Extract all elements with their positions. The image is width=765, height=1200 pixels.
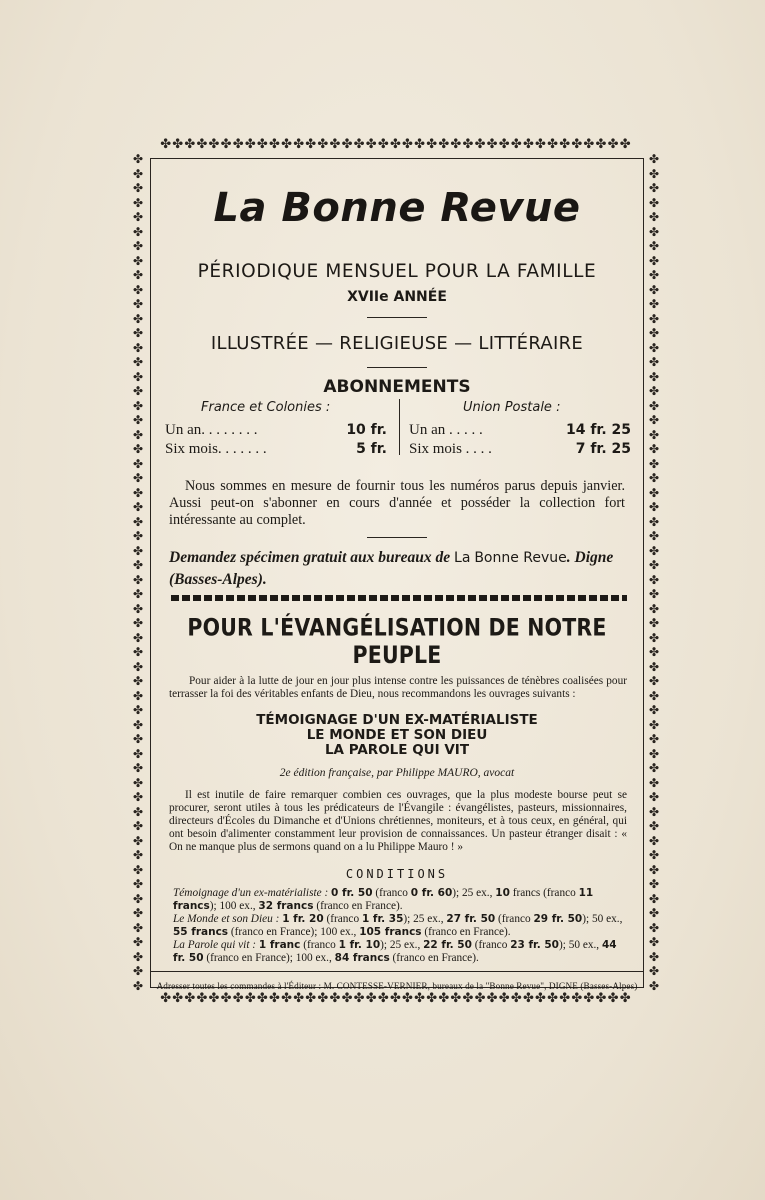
magazine-title: La Bonne Revue [213, 185, 581, 231]
price-label: Un an. . . . . . . . [165, 422, 258, 438]
condition-item-temoignage [173, 887, 627, 912]
condition-text: ); 25 ex., [403, 913, 444, 925]
condition-text: (franco en France); 100 ex., [206, 951, 332, 964]
condition-text: (franco en France). [424, 925, 511, 938]
subscriptions-heading: ABONNEMENTS [323, 377, 471, 397]
ornament-border-bottom: ✤✤✤✤✤✤✤✤✤✤✤✤✤✤✤✤✤✤✤✤✤✤✤✤✤✤✤✤✤✤✤✤✤✤✤✤✤✤✤ [160, 992, 632, 1006]
condition-text: ); 25 ex., [380, 939, 421, 951]
condition-price: 10 [495, 887, 510, 899]
price-row-union-year [409, 422, 631, 439]
condition-price: 32 francs [258, 899, 314, 912]
specimen-request [169, 547, 629, 590]
condition-price: 1 fr. 20 [282, 913, 324, 925]
specimen-name-part: Bonne Revue [474, 550, 567, 566]
divider-rule [367, 317, 427, 318]
volume-year: XVIIe ANNÉE [347, 289, 447, 305]
price-row-france-six-months [165, 441, 387, 458]
condition-price: 22 fr. 50 [423, 939, 472, 951]
divider-rule [367, 367, 427, 368]
book-title: LA PAROLE QUI VIT [324, 742, 470, 758]
specimen-address: . Digne (Basses-Alpes). [169, 549, 614, 588]
ornament-border-right: ✤✤✤✤✤✤✤✤✤✤✤✤✤✤✤✤✤✤✤✤✤✤✤✤✤✤✤✤✤✤✤✤✤✤✤✤✤✤✤✤✤✤✤✤✤✤✤✤✤✤✤✤✤✤✤✤✤✤ [648, 152, 660, 992]
condition-price: 0 fr. 60 [410, 887, 453, 899]
condition-price: 11 francs [173, 887, 594, 912]
price-value: 14 fr. 25 [565, 422, 631, 438]
price-row-union-six-months [409, 441, 631, 458]
condition-item-monde [173, 913, 627, 938]
condition-item-parole [173, 939, 627, 964]
evangelisation-heading: POUR L'ÉVANGÉLISATION DE NOTRE PEUPLE [187, 613, 607, 669]
condition-text: (franco [474, 939, 508, 951]
periodical-subtitle: PÉRIODIQUE MENSUEL POUR LA FAMILLE [197, 261, 597, 282]
ornamental-frame [130, 138, 662, 1006]
union-postale-header: Union Postale : [463, 400, 561, 415]
condition-price: 1 fr. 35 [361, 913, 404, 925]
block-divider [171, 595, 627, 601]
advert-panel [150, 158, 644, 991]
address-divider [151, 971, 643, 972]
france-colonies-header: France et Colonies : [201, 400, 331, 415]
condition-text: (franco [498, 913, 531, 925]
divider-rule [367, 537, 427, 538]
condition-text: ); 50 ex., [558, 939, 600, 951]
specimen-name-part: La [454, 550, 471, 566]
price-value: 10 fr. [346, 422, 387, 438]
condition-price: 105 francs [359, 925, 422, 938]
book-title: TÉMOIGNAGE D'UN EX-MATÉRIALISTE [256, 712, 538, 728]
condition-price: 29 fr. 50 [533, 913, 583, 925]
price-row-france-year [165, 422, 387, 439]
column-separator [399, 399, 400, 455]
condition-price: 55 francs [173, 925, 229, 938]
condition-price: 1 fr. 10 [338, 939, 381, 951]
condition-text: (franco en France). [316, 899, 403, 912]
condition-price: 1 franc [258, 939, 301, 951]
condition-title: Le Monde et son Dieu : [173, 913, 280, 925]
condition-text: (franco [375, 887, 408, 899]
evangelisation-body: Il est inutile de faire remarquer combien ces ouvrages, que la plus modeste bourse peut se procurer, seront utiles à tous les prédicateurs de l'Évangile : évangélistes, pasteurs, missionnaires, directeurs d'Écoles du Dimanche et d'Unions chrétiennes, moniteurs, et à tous ceux, en général, qui ont besoin d'alimenter constamment leur provision de connaissances. Un pasteur étranger disait : « On ne manque plus de sermons quand on a lu Philippe Mauro ! » [169, 789, 627, 853]
specimen-text: Demandez spécimen gratuit aux bureaux de [169, 549, 451, 566]
book-list [151, 713, 643, 758]
condition-title: Témoignage d'un ex-matérialiste : [173, 887, 329, 899]
back-issues-paragraph: Nous sommes en mesure de fournir tous les numéros parus depuis janvier. Aussi peut-on s'abonner en cours d'année et posséder la collection fort intéressante au complet. [169, 478, 625, 528]
book-title: LE MONDE ET SON DIEU [306, 727, 488, 743]
condition-text: francs (franco [512, 887, 576, 899]
price-label: Un an . . . . . [409, 422, 483, 438]
condition-text: (franco [326, 913, 360, 925]
condition-text: ); 50 ex., [582, 913, 623, 925]
condition-price: 23 fr. 50 [510, 939, 559, 951]
condition-text: ); 100 ex., [209, 899, 256, 912]
condition-text: (franco en France); 100 ex., [230, 925, 357, 938]
condition-price: 27 fr. 50 [446, 913, 496, 925]
evangelisation-intro: Pour aider à la lutte de jour en jour plus intense contre les puissances de ténèbres coalisées pour terrasser la foi des véritables enfants de Dieu, nous recommandons les ouvrages suivants : [169, 675, 627, 700]
price-value: 7 fr. 25 [575, 441, 631, 457]
condition-price: 0 fr. 50 [331, 887, 373, 899]
condition-price: 84 francs [334, 951, 390, 964]
condition-title: La Parole qui vit : [173, 939, 257, 951]
edition-note: 2e édition française, par Philippe MAURO, avocat [279, 767, 515, 779]
ornament-border-left: ✤✤✤✤✤✤✤✤✤✤✤✤✤✤✤✤✤✤✤✤✤✤✤✤✤✤✤✤✤✤✤✤✤✤✤✤✤✤✤✤✤✤✤✤✤✤✤✤✤✤✤✤✤✤✤✤✤✤ [132, 152, 144, 992]
price-value: 5 fr. [356, 441, 387, 457]
price-label: Six mois . . . . [409, 441, 492, 457]
condition-text: (franco en France). [392, 951, 479, 964]
condition-text: ); 25 ex., [452, 887, 493, 899]
publisher-address: Adresser toutes les commandes à l'Éditeur : M. CONTESSE-VERNIER, bureaux de la "Bonne Revue", DIGNE (Basses-Alpes) [156, 981, 638, 991]
condition-price: 44 fr. 50 [173, 939, 617, 964]
price-label: Six mois. . . . . . . [165, 441, 267, 457]
ornament-border-top: ✤✤✤✤✤✤✤✤✤✤✤✤✤✤✤✤✤✤✤✤✤✤✤✤✤✤✤✤✤✤✤✤✤✤✤✤✤✤✤ [160, 138, 632, 152]
conditions-heading: CONDITIONS [345, 867, 449, 881]
themes-line: ILLUSTRÉE — RELIGIEUSE — LITTÉRAIRE [210, 333, 584, 354]
condition-text: (franco [303, 939, 336, 951]
